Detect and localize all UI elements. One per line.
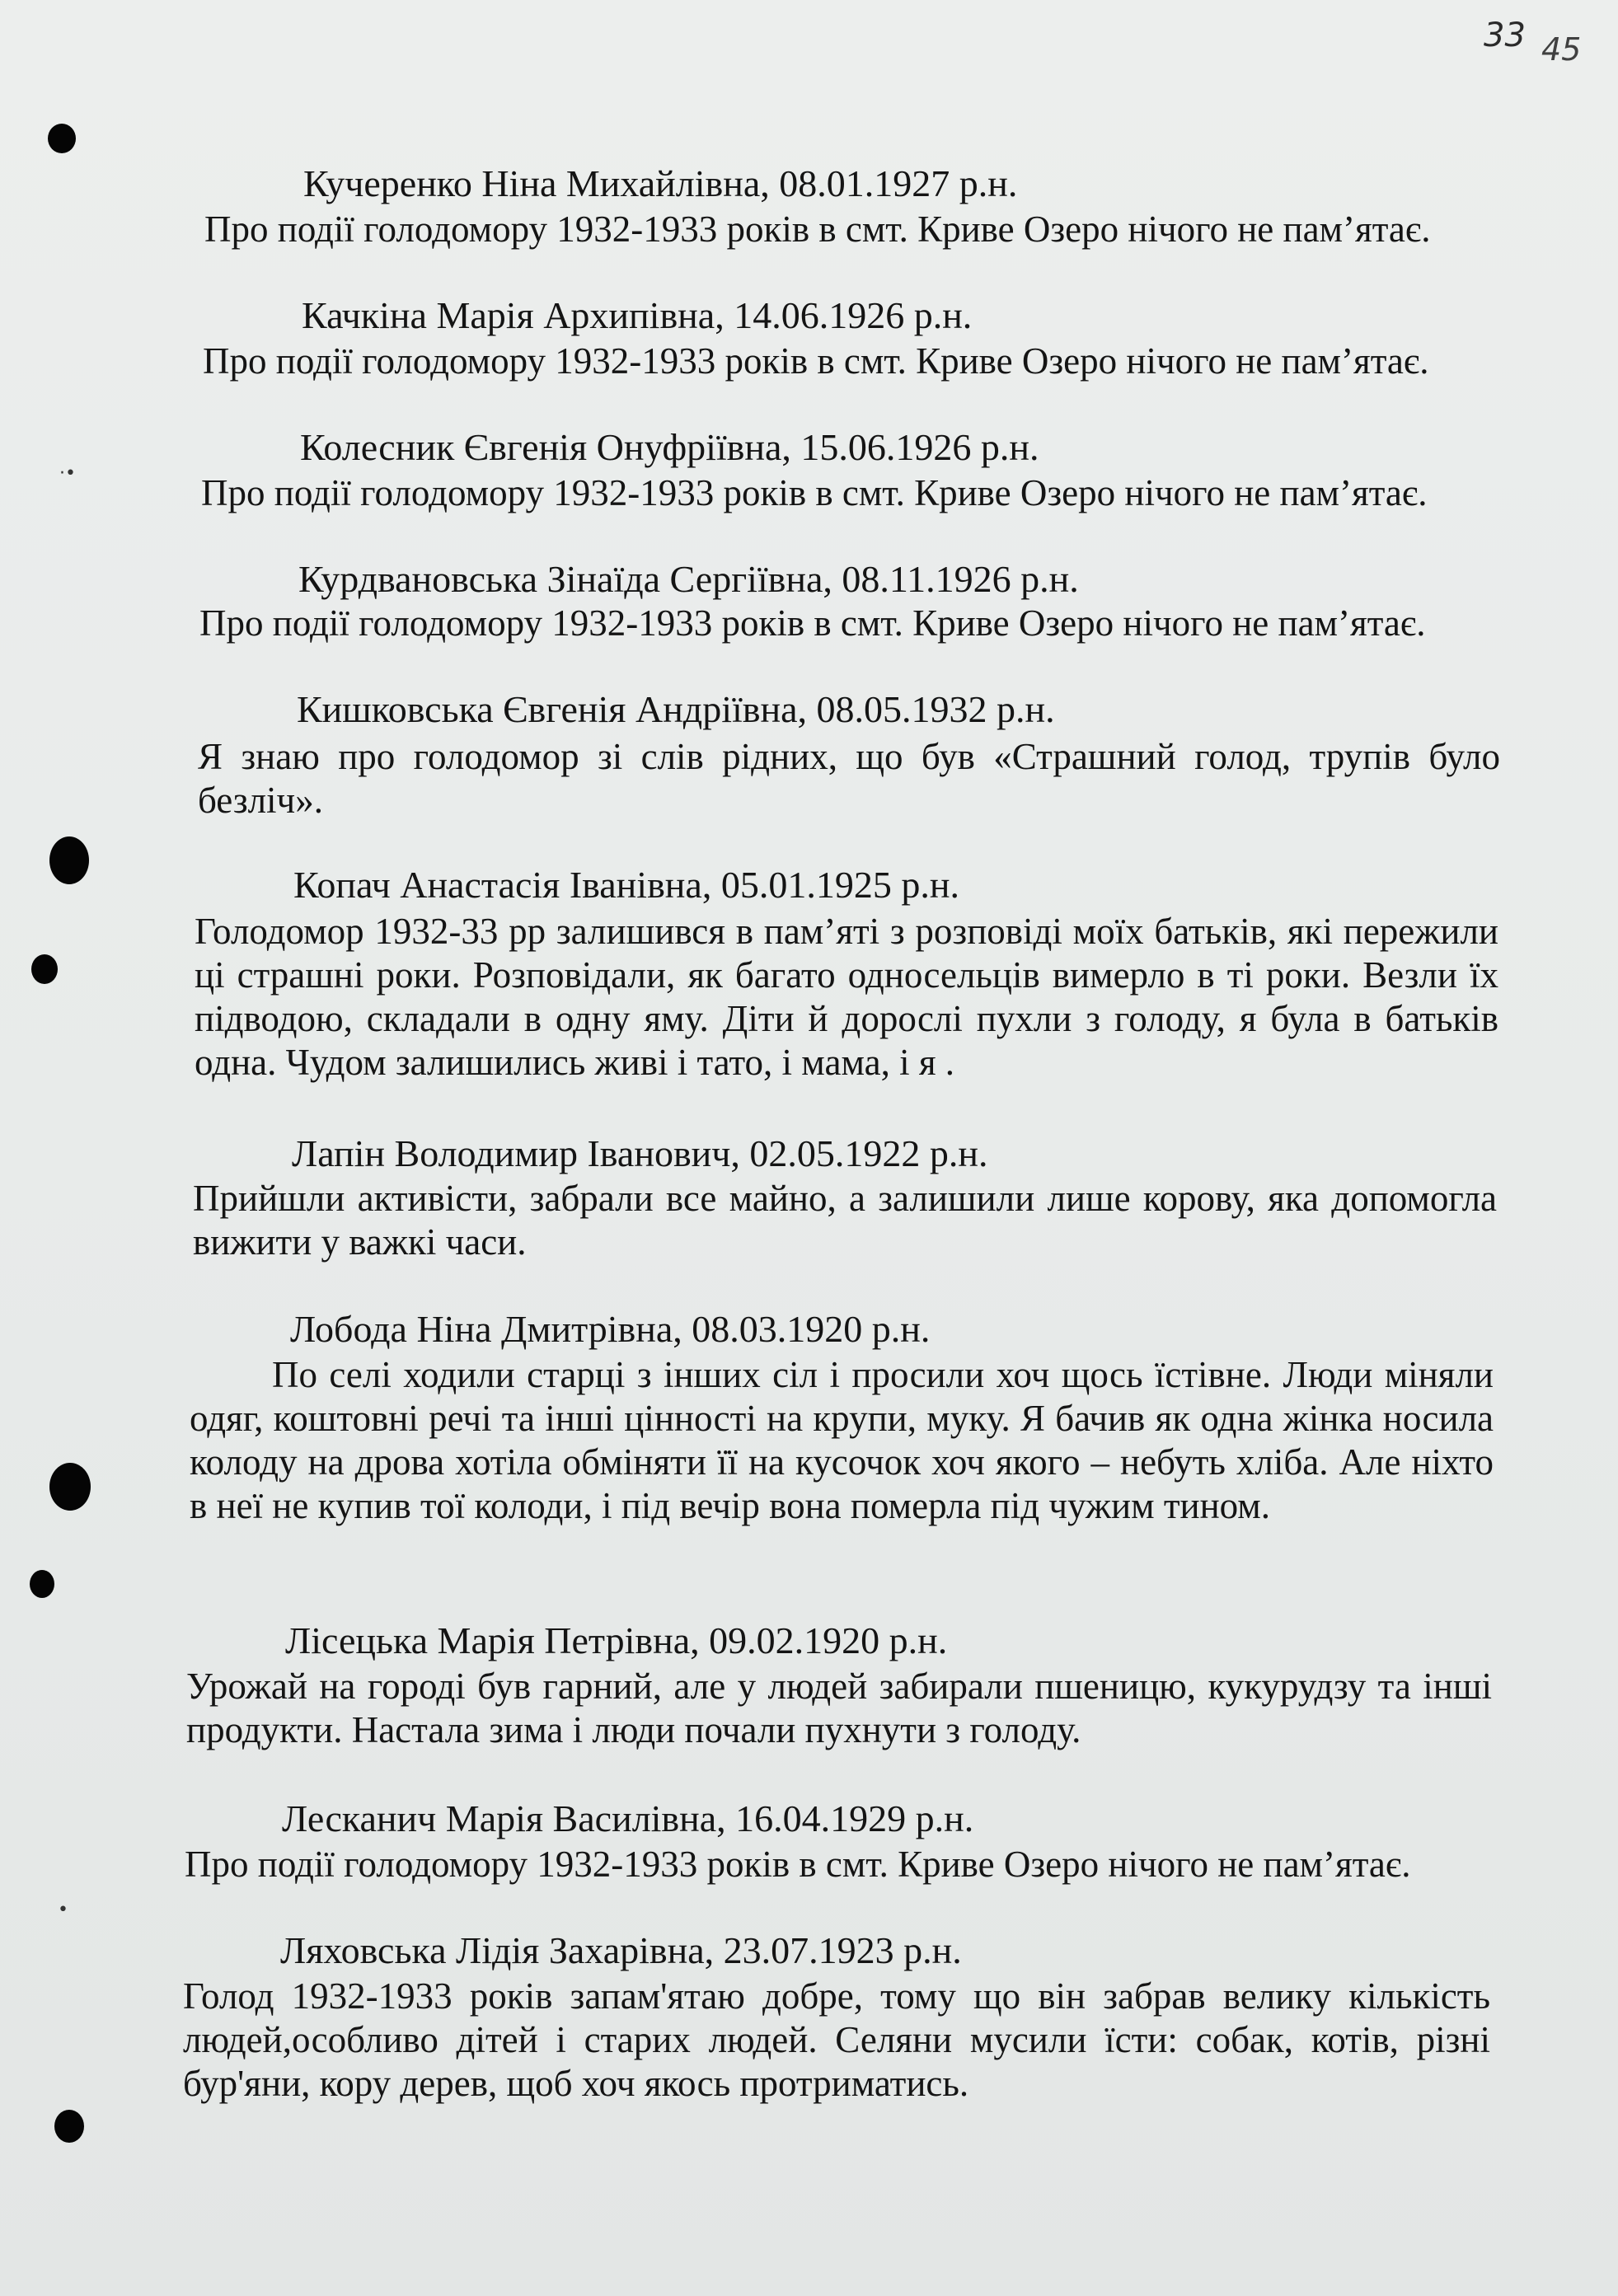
testimony-text: Я знаю про голодомор зі слів рідних, що був «Страшний голод, трупів було безліч». [198, 736, 1500, 821]
person-name: Кишковська Євгенія Андріївна, 08.05.1932 р.н. [297, 688, 1055, 730]
person-name: Колесник Євгенія Онуфріївна, 15.06.1926 р.н. [300, 426, 1039, 468]
testimony-text: Голод 1932-1933 років запам'ятаю добре, тому що він забрав велику кількість людей,особливо дітей і старих людей. Селяни мусили їсти: собак, котів, різні бур'яни, кору дерев, щоб хоч якось протриматись. [183, 1975, 1490, 2104]
testimony-text: Про події голодомору 1932-1933 років в смт. Криве Озеро нічого не пам’ятає. [185, 1844, 1411, 1885]
testimony-text: Про події голодомору 1932-1933 років в смт. Криве Озеро нічого не пам’ятає. [201, 472, 1428, 513]
testimony-text: Про події голодомору 1932-1933 років в смт. Криве Озеро нічого не пам’ятає. [199, 602, 1426, 644]
handwritten-page-numbers [1484, 16, 1607, 74]
person-name: Лісецька Марія Петрівна, 09.02.1920 р.н. [285, 1619, 948, 1661]
testimony-text: Голодомор 1932-33 рр залишився в пам’яті з розповіді моїх батьків, які пережили ці страшні роки. Розповідали, як багато односельців вимерло в ті роки. Везли їх підводою, складали в одну яму. Діти й дорослі пухли з голоду, я була в батьків одна. Чудом залишились живі і тато, і мама, і я . [195, 911, 1498, 1083]
scan-speck: • [58, 1900, 68, 1920]
punch-hole [54, 2110, 84, 2143]
person-name: Качкіна Марія Архипівна, 14.06.1926 р.н. [302, 294, 973, 336]
person-name: Копач Анастасія Іванівна, 05.01.1925 р.н. [293, 864, 959, 906]
testimony-text: Про події голодомору 1932-1933 років в смт. Криве Озеро нічого не пам’ятає. [203, 340, 1429, 382]
punch-hole [31, 954, 58, 984]
person-name: Кучеренко Ніна Михайлівна, 08.01.1927 р.н. [303, 162, 1018, 204]
person-name: Курдвановська Зінаїда Сергіївна, 08.11.1926 р.н. [298, 558, 1079, 600]
page-number-new: 45 [1541, 31, 1582, 68]
punch-hole [30, 1570, 54, 1598]
testimony-text: Про події голодомору 1932-1933 років в смт. Криве Озеро нічого не пам’ятає. [204, 209, 1431, 250]
person-name: Ляховська Лідія Захарівна, 23.07.1923 р.н. [280, 1929, 962, 1971]
testimony-text: Прийшли активісти, забрали все майно, а залишили лише корову, яка допомогла вижити у важкі часи. [193, 1178, 1497, 1263]
testimony-text: Урожай на городі був гарний, але у людей забирали пшеницю, кукурудзу та інші продукти. Настала зима і люди почали пухнути з голоду. [186, 1666, 1492, 1750]
person-name: Лесканич Марія Василівна, 16.04.1929 р.н. [282, 1797, 974, 1839]
punch-hole [48, 124, 76, 153]
punch-hole [49, 1463, 91, 1511]
scan-speck: ·• [59, 463, 76, 484]
page-number-old: 33 [1484, 16, 1526, 54]
person-name: Лобода Ніна Дмитрівна, 08.03.1920 р.н. [290, 1308, 931, 1350]
testimony-text: По селі ходили старці з інших сіл і просили хоч щось їстівне. Люди міняли одяг, коштовні речі та інші цінності на крупи, муку. Я бачив як одна жінка носила колоду на дрова хотіла обміняти її на кусочок хоч якого – небуть хліба. Але ніхто в неї не купив тої колоди, і під вечір вона померла під чужим тином. [190, 1354, 1494, 1526]
punch-hole [49, 836, 89, 884]
person-name: Лапін Володимир Іванович, 02.05.1922 р.н. [292, 1132, 988, 1174]
